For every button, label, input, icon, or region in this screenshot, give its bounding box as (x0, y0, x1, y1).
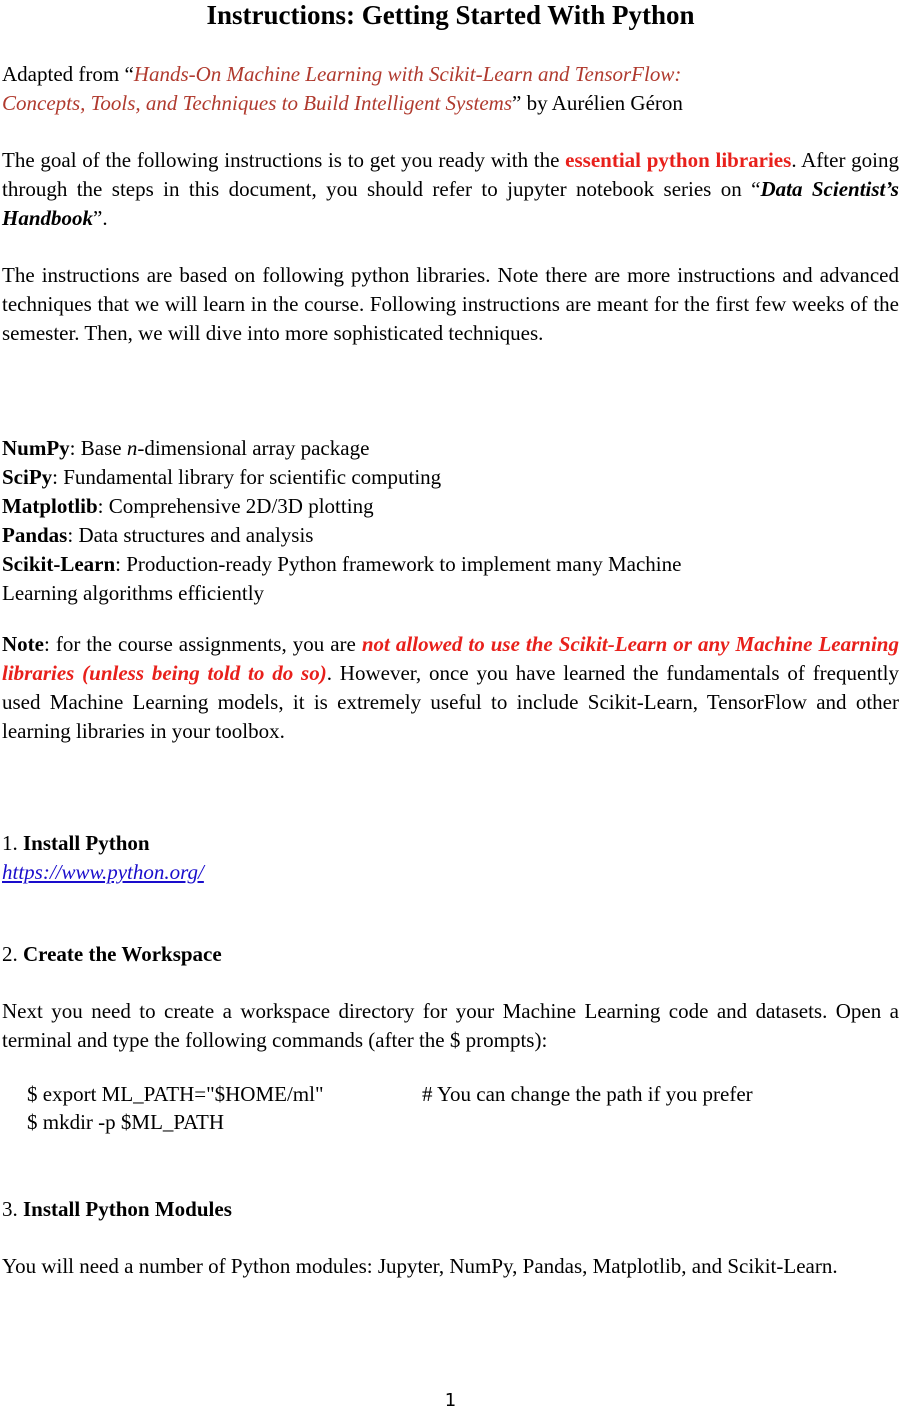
library-desc: : Base (69, 436, 127, 460)
section-install-modules (2, 1195, 899, 1224)
library-list (2, 434, 899, 608)
essential-libraries-highlight: essential python libraries (565, 148, 792, 172)
workspace-text: Next you need to create a workspace directory for your Machine Learning code and datasets. Open a terminal and type the following commands (after the $ prompts): (2, 999, 899, 1052)
note-paragraph (2, 630, 899, 746)
workspace-paragraph (2, 997, 899, 1055)
library-desc: : Comprehensive 2D/3D plotting (97, 494, 374, 518)
library-name: Matplotlib (2, 494, 98, 518)
command-comment: # You can change the path if you prefer (422, 1082, 753, 1106)
section-number: 3. (2, 1197, 23, 1221)
library-desc: : Production-ready Python framework to implement many Machine (115, 552, 682, 576)
section-heading: Install Python (23, 831, 150, 855)
intro-text: The instructions are based on following python libraries. Note there are more instructions and advanced techniques that we will learn in the course. Following instructions are meant for the first few weeks of the semester. Then, we will dive into more sophisticated techniques. (2, 263, 899, 345)
library-numpy (2, 434, 899, 463)
library-scipy (2, 463, 899, 492)
section-create-workspace (2, 940, 899, 969)
note-warning: not allowed to use the Scikit-Learn or any Machine Learning libraries (unless being told to do so) (2, 632, 899, 685)
library-name: SciPy (2, 465, 53, 489)
goal-paragraph (2, 146, 899, 233)
modules-paragraph (2, 1252, 899, 1281)
modules-text: You will need a number of Python modules: Jupyter, NumPy, Pandas, Matplotlib, and Scikit-Learn. (2, 1254, 838, 1278)
library-desc: : Data structures and analysis (67, 523, 314, 547)
section-number: 2. (2, 942, 23, 966)
python-org-link[interactable]: https://www.python.org/ (2, 860, 204, 884)
goal-text-cont: . After going through the steps in this document, you should refer to jupyter notebook series on “ (2, 148, 899, 201)
library-desc: -dimensional array package (137, 436, 370, 460)
note-text: : for the course assignments, you are (43, 632, 362, 656)
book-title-line1: Hands-On Machine Learning with Scikit-Learn and TensorFlow: (133, 62, 682, 86)
library-matplotlib (2, 492, 899, 521)
library-desc: : Fundamental library for scientific computing (52, 465, 442, 489)
goal-text: The goal of the following instructions is to get you ready with the (2, 148, 566, 172)
section-heading: Install Python Modules (23, 1197, 232, 1221)
section-install-python (2, 829, 899, 887)
library-name: Scikit-Learn (2, 552, 116, 576)
library-pandas (2, 521, 899, 550)
section-number: 1. (2, 831, 23, 855)
library-scikit-learn (2, 550, 899, 579)
book-title-line2: Concepts, Tools, and Techniques to Build Intelligent Systems (2, 91, 513, 115)
note-text-cont: . However, once you have learned the fundamentals of frequently used Machine Learning models, it is extremely useful to include Scikit-Learn, TensorFlow and other learning libraries in your toolbox. (2, 661, 899, 743)
page-number: 1 (444, 1390, 457, 1411)
library-name: NumPy (2, 436, 70, 460)
library-name: Pandas (2, 523, 68, 547)
command-mkdir: $ mkdir -p $ML_PATH (27, 1110, 224, 1134)
intro-paragraph (2, 261, 899, 348)
library-scikit-learn-cont (2, 579, 899, 608)
goal-text-end: ”. (93, 206, 108, 230)
library-desc: Learning algorithms efficiently (2, 581, 265, 605)
document-title: Instructions: Getting Started With Python (206, 0, 695, 30)
attribution (2, 60, 899, 118)
section-heading: Create the Workspace (23, 942, 222, 966)
command-export: $ export ML_PATH="$HOME/ml" (27, 1082, 324, 1106)
attribution-author: ” by Aurélien Géron (512, 91, 683, 115)
attribution-prefix: Adapted from “ (2, 62, 134, 86)
note-label: Note (2, 632, 44, 656)
library-desc-em: n (126, 436, 138, 460)
handbook-title: Data Scientist’s Handbook (2, 177, 899, 230)
